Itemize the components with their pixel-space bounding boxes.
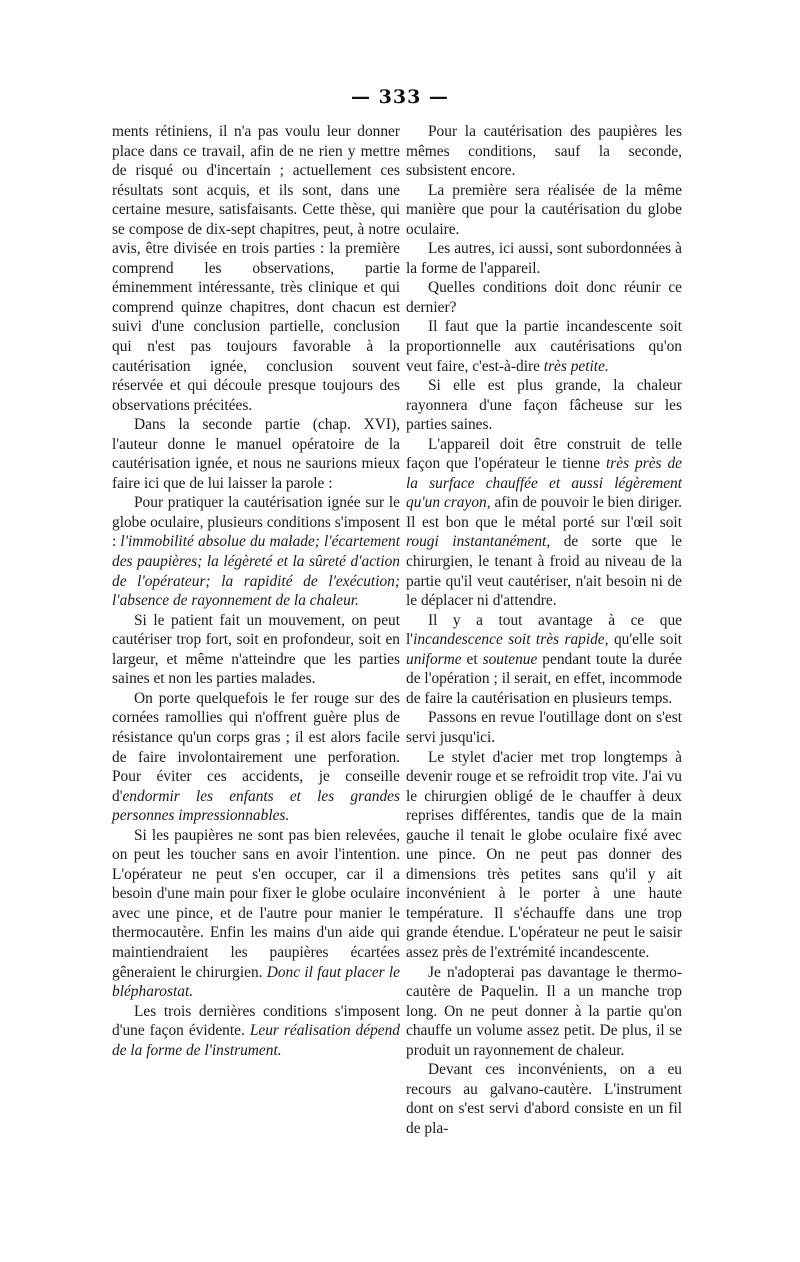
text-segment: Il faut que la partie incandescente soit proportionnelle aux cautérisations qu'on veut faire, c'est-à-dire [406,318,682,375]
text-segment: Les autres, ici aussi, sont subordonnées à la forme de l'appareil. [406,240,682,277]
text-segment: pendant toute la durée de l'opération ; il serait, en effet, incommode de faire la cautérisation en plusieurs temps. [406,650,682,707]
paragraph [112,415,400,493]
text-segment: Les trois dernières conditions s'imposent d'une façon évidente. [112,1002,400,1040]
left-column [112,122,400,1060]
paragraph [406,122,682,181]
text-segment: Dans la seconde partie (chap. XVI), l'auteur donne le manuel opératoire de la cautérisation ignée, et nous ne saurions mieux faire ici que de lui laisser la parole : [112,416,400,492]
italic-text: rougi instantanément, [406,533,551,551]
italic-text: soutenue [482,650,538,668]
text-segment: afin de pouvoir le bien diriger. Il est bon que le métal porté sur l'œil soit [406,494,682,531]
text-segment: Quelles conditions doit donc réunir ce dernier? [406,279,682,316]
text-segment: Devant ces inconvénients, on a eu recours au galvano-cautère. L'instrument dont on s'est servi d'abord consiste en un fil de pla- [406,1061,682,1137]
italic-text: Donc il faut placer le blépharostat. [112,963,400,1001]
text-segment: L'appareil doit être construit de telle façon que l'opérateur le tienne [406,435,682,473]
text-segment: Si les paupières ne sont pas bien relevées, on peut les toucher sans en avoir l'intention. L'opérateur ne peut s'en occuper, car il a besoin d'une main pour fixer le globe oculaire avec une pince, et de l'autre pour manier le thermocautère. Enfin les mains d'un aide qui maintiendraient les paupières écartées gêneraient le chirurgien. [112,826,400,981]
text-segment: de sorte que le chirurgien, le tenant à froid au niveau de la partie qu'il veut cautériser, n'ait besoin ni de le déplacer ni d'attendre. [406,533,682,610]
paragraph [406,611,682,709]
paragraph [112,689,400,826]
right-column [406,122,682,1138]
text-segment: Si le patient fait un mouvement, on peut cautériser trop fort, soit en profondeur, soit en largeur, et même n'atteindre que les parties saines et non les parties malades. [112,611,400,688]
page-number: — 333 — [351,86,449,108]
text-segment: Pour la cautérisation des paupières les mêmes conditions, sauf la seconde, subsistent encore. [406,123,682,180]
paragraph [406,278,682,317]
paragraph [406,748,682,963]
paragraph [406,435,682,611]
text-segment: Passons en revue l'outillage dont on s'est servi jusqu'ici. [406,709,682,746]
paragraph [112,1002,400,1061]
text-segment: La première sera réalisée de la même manière que pour la cautérisation du globe oculaire. [406,181,682,238]
text-segment: On porte quelquefois le fer rouge sur des cornées ramollies qui n'offrent guère plus de résistance qu'un corps gras ; il est alors facile de faire involontairement une perforation. Pour éviter ces accidents, je conseille d' [112,689,400,805]
italic-text: incandescence soit très rapide, [413,631,609,649]
paragraph [406,963,682,1061]
text-segment: et [461,650,483,668]
text-segment: qu'elle soit [608,631,683,649]
italic-text: uniforme [406,650,462,668]
paragraph [112,122,400,415]
text-segment: Pour pratiquer la cautérisation ignée sur le globe oculaire, plusieurs conditions s'imposent : [112,494,400,551]
text-segment: Je n'adopterai pas davantage le thermo-cautère de Paquelin. Il a un manche trop long. On ne peut donner à la partie qu'on chauffe un volume assez petit. De plus, il se produit un rayonnement de chaleur. [406,963,682,1059]
paragraph [406,708,682,747]
italic-text: endormir les enfants et les grandes personnes impressionnables. [112,787,400,825]
italic-text: très petite. [543,357,609,375]
paragraph [406,376,682,435]
paragraph [406,239,682,278]
italic-text: l'immobilité absolue du malade; l'écartement des paupières; la légèreté et la sûreté d'action de l'opérateur; la rapidité de l'exécution; l'absence de rayonnement de la chaleur. [112,533,401,610]
paragraph [112,493,400,610]
paragraph [406,317,682,376]
paragraph [112,826,400,1002]
paragraph [406,1060,682,1138]
paragraph [406,181,682,240]
text-segment: Le stylet d'acier met trop longtemps à devenir rouge et se refroidit trop vite. J'ai vu le chirurgien obligé de le chauffer à deux reprises différentes, tandis que de la main gauche il tenait le globe oculaire fixé avec une pince. On ne peut pas donner des dimensions très petites sans qu'il y ait inconvénient à le porter à une haute température. Il s'échauffe dans une trop grande étendue. L'opérateur ne peut le saisir assez près de l'extrémité incandescente. [406,748,682,961]
text-segment: Il y a tout avantage à ce que l' [406,611,682,649]
italic-text: Leur réalisation dépend de la forme de l'instrument. [112,1022,400,1059]
italic-text: très près de la surface chauffée et aussi légèrement qu'un crayon, [406,455,682,512]
paragraph [112,611,400,689]
text-segment: ments rétiniens, il n'a pas voulu leur donner place dans ce travail, afin de ne rien y mettre de risqué ou d'incertain ; actuellement ces résultats sont acquis, et ils sont, dans une certaine mesure, satisfaisants. Cette thèse, qui se compose de dix-sept chapitres, peut, à notre avis, être divisée en trois parties : la première comprend les observations, partie éminemment intéressante, très clinique et qui comprend quinze chapitres, dont chacun est suivi d'une conclusion partielle, conclusion qui n'est pas toujours favorable à la cautérisation ignée, conclusion souvent réservée et qui découle presque toujours des observations précitées. [112,123,400,414]
text-segment: Si elle est plus grande, la chaleur rayonnera d'une façon fâcheuse sur les parties saines. [406,377,682,434]
